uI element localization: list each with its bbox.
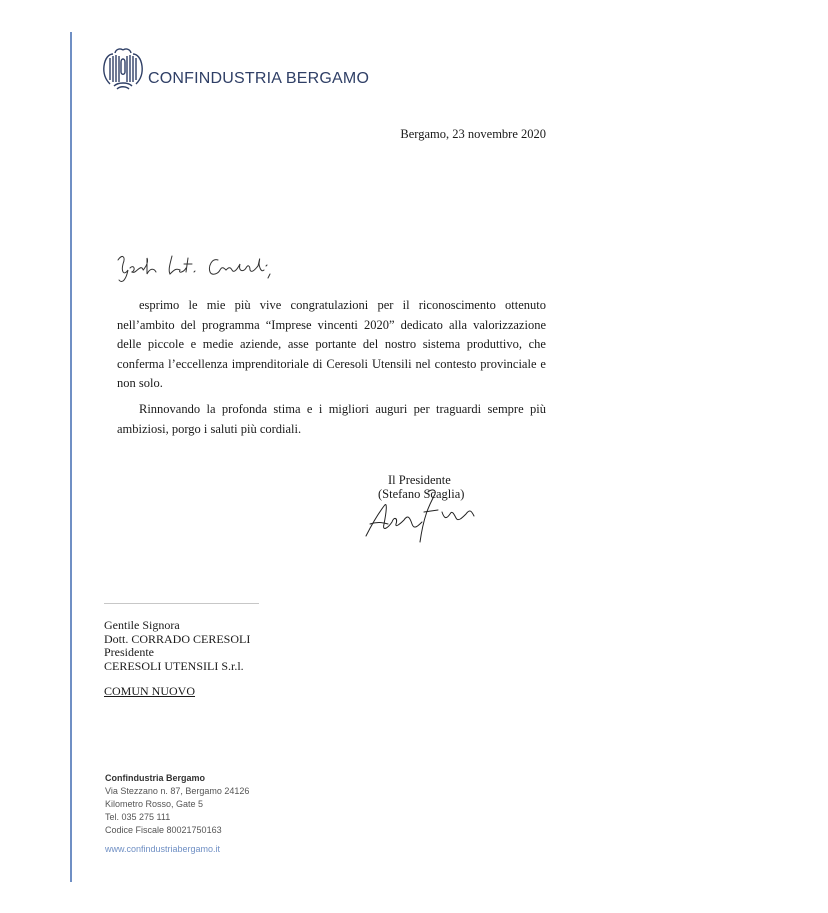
footer-address: Via Stezzano n. 87, Bergamo 24126 <box>105 786 250 796</box>
addressee-block <box>104 619 250 673</box>
addressee-name: Dott. CORRADO CERESOLI <box>104 631 251 646</box>
addressee-role: Presidente <box>104 645 154 659</box>
footer-phone: Tel. 035 275 111 <box>105 812 171 822</box>
footer-location: Kilometro Rosso, Gate 5 <box>105 799 204 809</box>
addressee-line: Gentile Signora <box>104 618 180 632</box>
footer-website-link[interactable]: www.confindustriabergamo.it <box>105 844 221 854</box>
letter-date: Bergamo, 23 novembre 2020 <box>400 127 546 141</box>
footer-contact <box>105 772 249 837</box>
signatory-title: Il Presidente <box>388 473 451 487</box>
confindustria-eagle-icon <box>100 44 146 90</box>
footer-org: Confindustria Bergamo <box>105 773 206 783</box>
footer-tax-code: Codice Fiscale 80021750163 <box>105 825 222 835</box>
body-paragraph: esprimo le mie più vive congratulazioni per il riconoscimento ottenuto nell’ambito del programma “Imprese vincenti 2020” dedicato alla valorizzazione delle piccole e medie aziende, asse portante del nostro sistema produttivo, che conferma l’eccellenza imprenditoriale di Ceresoli Utensili nel contesto provinciale e non solo. <box>117 298 546 390</box>
addressee-company: CERESOLI UTENSILI S.r.l. <box>104 658 244 673</box>
handwritten-signature <box>362 484 492 544</box>
handwritten-salutation <box>114 250 284 286</box>
body-paragraph: Rinnovando la profonda stima e i migliori auguri per traguardi sempre più ambiziosi, porgo i saluti più cordiali. <box>117 402 546 436</box>
org-name: CONFINDUSTRIA BERGAMO <box>148 70 370 87</box>
signatory-name: (Stefano Scaglia) <box>378 487 465 501</box>
divider <box>104 603 259 604</box>
addressee-city: COMUN NUOVO <box>104 684 196 698</box>
letterhead-logo <box>100 44 369 90</box>
margin-rule <box>70 32 72 882</box>
